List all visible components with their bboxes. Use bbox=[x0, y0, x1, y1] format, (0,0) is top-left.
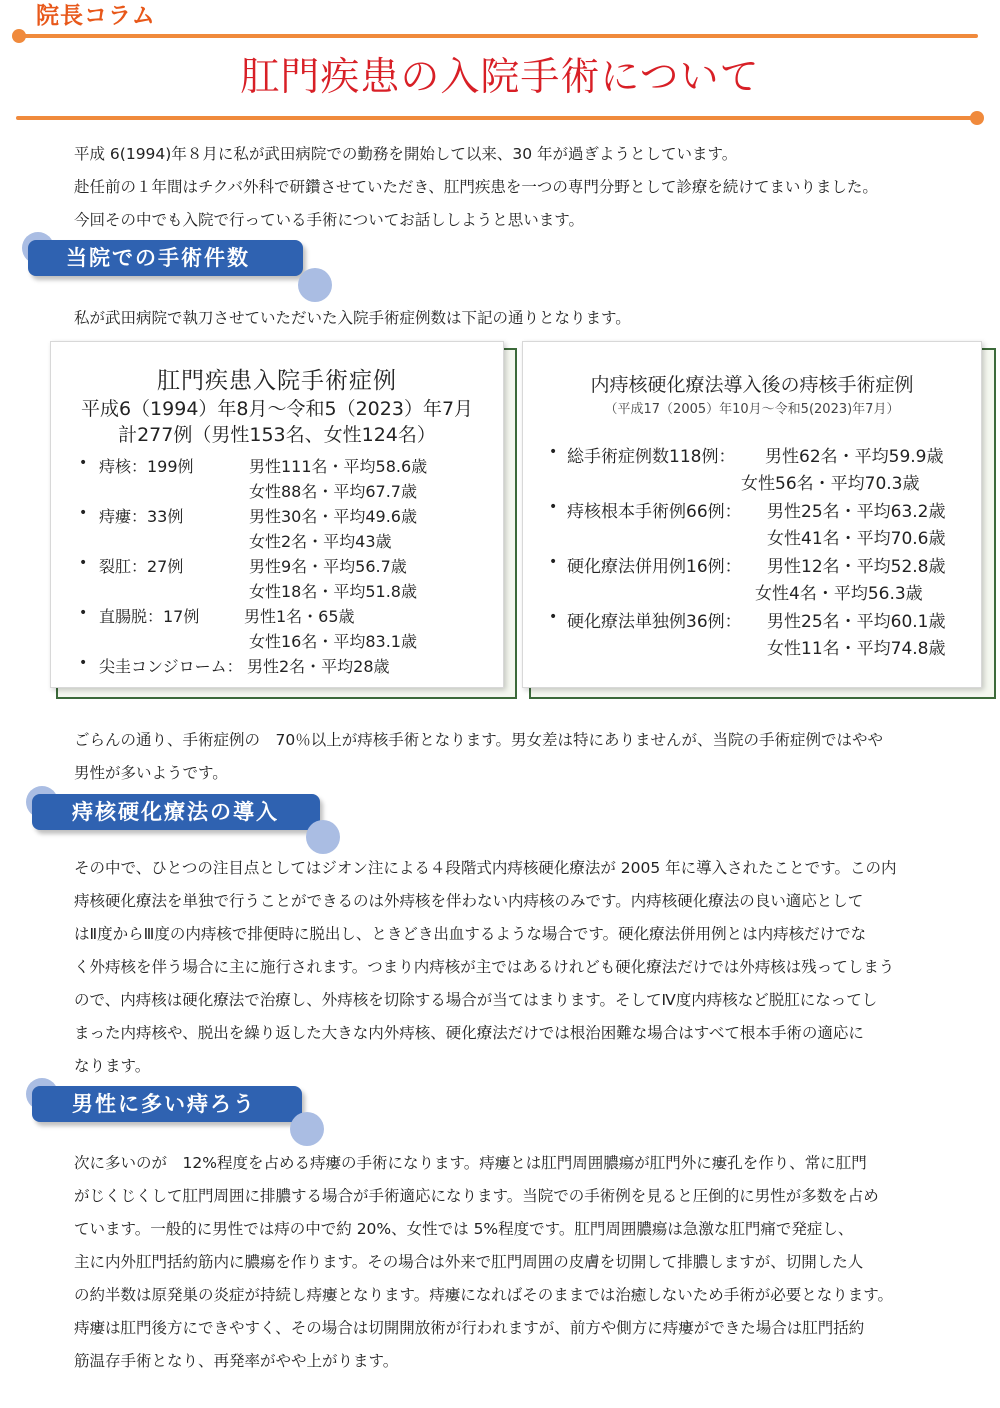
section2-line: その中で、ひとつの注目点としてはジオン注による４段階式内痔核硬化療法が 2005 年に導入されたことです。この内 bbox=[74, 859, 897, 877]
item-female: 女性18名・平均51.8歳 bbox=[249, 582, 417, 601]
header-line-dot-right bbox=[970, 111, 984, 125]
item-male: 男性25名・平均63.2歳 bbox=[767, 502, 946, 522]
item-male: 男性30名・平均49.6歳 bbox=[249, 507, 417, 526]
intro-line: 赴任前の１年間はチクバ外科で研鑽させていただき、肛門疾患を一つの専門分野として診療を続けてまいりました。 bbox=[74, 178, 878, 196]
column-label: 院長コラム bbox=[36, 3, 156, 29]
item-male: 男性1名・65歳 bbox=[244, 607, 355, 626]
summary-paragraph bbox=[74, 724, 954, 790]
section2-line: く外痔核を伴う場合に主に施行されます。つまり内痔核が主ではあるけれども硬化療法だけでは外痔核は残ってしまう bbox=[74, 958, 895, 976]
badge-circle bbox=[298, 268, 332, 302]
stats-box-left bbox=[50, 341, 504, 688]
item-label: 痔核根本手術例66例： bbox=[567, 502, 742, 522]
intro-line: 今回その中でも入院で行っている手術についてお話ししようと思います。 bbox=[74, 211, 584, 229]
section3-line: がじくじくして肛門周囲に排膿する場合が手術適応になります。当院での手術例を見ると圧倒的に男性が多数を占め bbox=[74, 1187, 879, 1205]
item-female: 女性16名・平均83.1歳 bbox=[249, 632, 417, 651]
bullet-icon: • bbox=[549, 444, 558, 460]
item-label: 総手術症例数118例： bbox=[567, 447, 736, 467]
section-heading-label: 痔核硬化療法の導入 bbox=[72, 800, 279, 824]
box-period: （平成17（2005）年10月～令和5(2023)年7月） bbox=[604, 402, 900, 417]
summary-line: ごらんの通り、手術症例の 70％以上が痔核手術となります。男女差は特にありませんが、当院の手術症例ではやや bbox=[74, 731, 883, 749]
item-label: 痔瘻：33例 bbox=[99, 507, 184, 526]
item-female: 女性11名・平均74.8歳 bbox=[767, 639, 946, 659]
page-title: 肛門疾患の入院手術について bbox=[240, 55, 760, 100]
section2-line: ので、内痔核は硬化療法で治療し、外痔核を切除する場合が当てはまります。そしてⅣ度内痔核など脱肛になってし bbox=[74, 991, 878, 1009]
section3-line: 筋温存手術となり、再発率がやや上がります。 bbox=[74, 1352, 399, 1370]
bullet-icon: • bbox=[79, 455, 88, 471]
item-label: 尖圭コンジローム： bbox=[99, 657, 243, 676]
item-male: 男性62名・平均59.9歳 bbox=[765, 447, 944, 467]
box-title: 内痔核硬化療法導入後の痔核手術症例 bbox=[590, 374, 914, 396]
badge-circle bbox=[290, 1112, 324, 1146]
stats-box-right bbox=[522, 341, 982, 688]
header-line-top bbox=[20, 34, 978, 38]
item-female: 女性41名・平均70.6歳 bbox=[767, 529, 946, 549]
bullet-icon: • bbox=[549, 499, 558, 515]
item-male: 男性111名・平均58.6歳 bbox=[249, 457, 428, 476]
item-label: 裂肛：27例 bbox=[99, 557, 184, 576]
item-male: 男性9名・平均56.7歳 bbox=[249, 557, 407, 576]
item-label: 直腸脱：17例 bbox=[99, 607, 200, 626]
section3-line: 次に多いのが 12%程度を占める痔瘻の手術になります。痔瘻とは肛門周囲膿瘍が肛門外に瘻孔を作り、常に肛門 bbox=[74, 1154, 867, 1172]
bullet-icon: • bbox=[79, 655, 88, 671]
intro-paragraph bbox=[74, 138, 954, 237]
badge-circle bbox=[306, 820, 340, 854]
bullet-icon: • bbox=[79, 605, 88, 621]
section-heading-anal-fistula bbox=[26, 1078, 346, 1122]
section3-line: ています。一般的に男性では痔の中で約 20%、女性では 5%程度です。肛門周囲膿瘍は急激な肛門痛で発症し、 bbox=[74, 1220, 854, 1238]
item-label: 硬化療法併用例16例： bbox=[567, 557, 742, 577]
summary-line: 男性が多いようです。 bbox=[74, 764, 228, 782]
section-heading-sclerotherapy bbox=[26, 786, 346, 830]
section3-paragraph bbox=[74, 1147, 954, 1378]
section-heading-label: 男性に多い痔ろう bbox=[72, 1092, 256, 1116]
bullet-icon: • bbox=[549, 554, 558, 570]
section2-line: まった内痔核や、脱出を繰り返した大きな内外痔核、硬化療法だけでは根治困難な場合はすべて根本手術の適応に bbox=[74, 1024, 864, 1042]
section-heading-label: 当院での手術件数 bbox=[66, 246, 250, 270]
section1-text: 私が武田病院で執刀させていただいた入院手術症例数は下記の通りとなります。 bbox=[74, 309, 631, 327]
item-female: 女性2名・平均43歳 bbox=[249, 532, 392, 551]
item-male: 男性2名・平均28歳 bbox=[247, 657, 390, 676]
section3-line: 主に内外肛門括約筋内に膿瘍を作ります。その場合は外来で肛門周囲の皮膚を切開して排膿しますが、切開した人 bbox=[74, 1253, 864, 1271]
item-label: 硬化療法単独例36例： bbox=[567, 612, 742, 632]
item-female: 女性56名・平均70.3歳 bbox=[741, 474, 920, 494]
header-line-bottom bbox=[16, 116, 978, 120]
bullet-icon: • bbox=[79, 555, 88, 571]
item-label: 痔核：199例 bbox=[99, 457, 194, 476]
item-female: 女性4名・平均56.3歳 bbox=[755, 584, 923, 604]
section-heading-surgery-count bbox=[22, 232, 342, 276]
section3-line: の約半数は原発巣の炎症が持続し痔瘻となります。痔瘻になればそのままでは治癒しないため手術が必要となります。 bbox=[74, 1286, 894, 1304]
box-period: 平成6（1994）年8月～令和5（2023）年7月 bbox=[80, 398, 474, 420]
section2-line: はⅡ度からⅢ度の内痔核で排便時に脱出し、ときどき出血するような場合です。硬化療法併用例とは内痔核だけでな bbox=[74, 925, 867, 943]
section2-line: 痔核硬化療法を単独で行うことができるのは外痔核を伴わない内痔核のみです。内痔核硬化療法の良い適応として bbox=[74, 892, 864, 910]
intro-line: 平成 6(1994)年８月に私が武田病院での勤務を開始して以来、30 年が過ぎようとしています。 bbox=[74, 145, 738, 163]
box-total: 計277例（男性153名、女性124名） bbox=[118, 424, 436, 446]
section2-line: なります。 bbox=[74, 1057, 151, 1075]
box-title: 肛門疾患入院手術症例 bbox=[157, 368, 397, 394]
item-male: 男性12名・平均52.8歳 bbox=[767, 557, 946, 577]
bullet-icon: • bbox=[79, 505, 88, 521]
bullet-icon: • bbox=[549, 609, 558, 625]
section3-line: 痔瘻は肛門後方にできやすく、その場合は切開開放術が行われますが、前方や側方に痔瘻ができた場合は肛門括約 bbox=[74, 1319, 865, 1337]
section2-paragraph bbox=[74, 852, 954, 1083]
item-male: 男性25名・平均60.1歳 bbox=[767, 612, 946, 632]
item-female: 女性88名・平均67.7歳 bbox=[249, 482, 417, 501]
